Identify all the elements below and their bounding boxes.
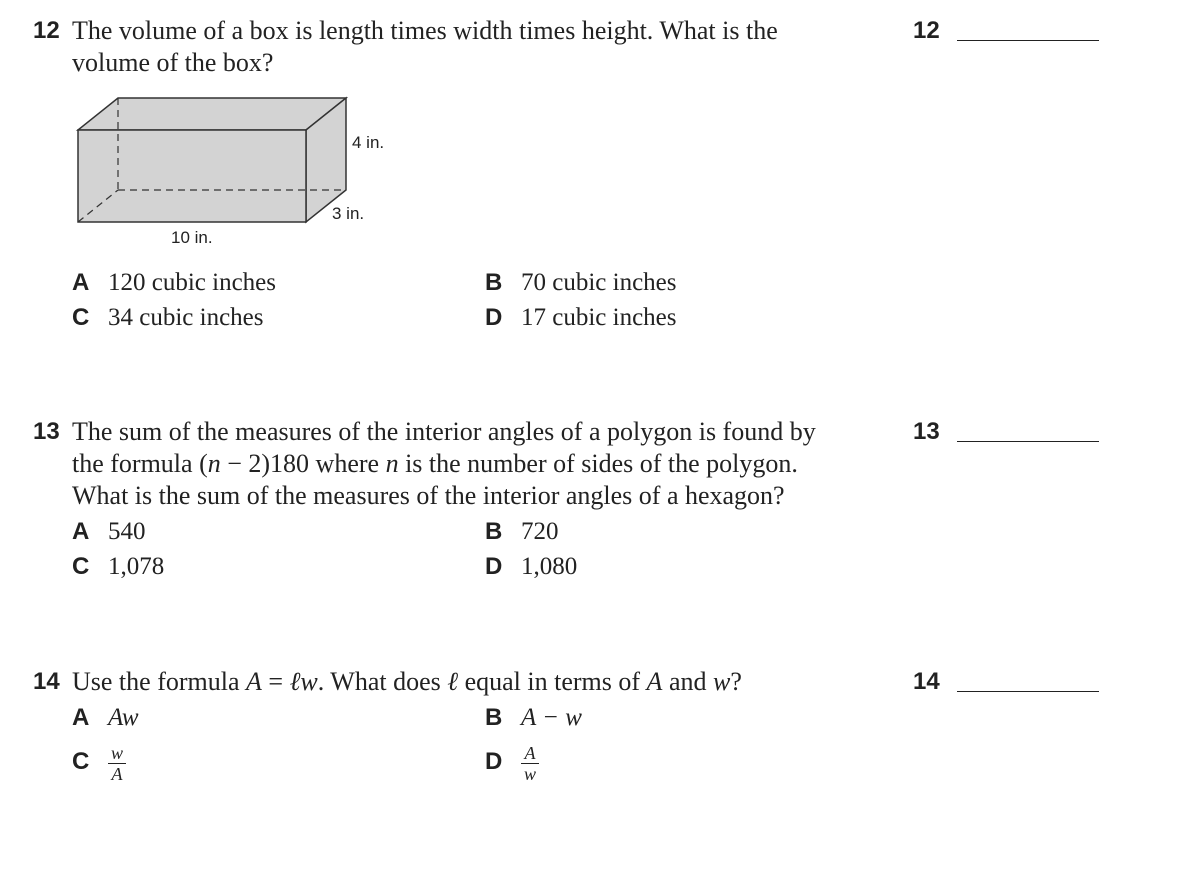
choice-letter: D	[485, 553, 503, 580]
choice-text: 1,080	[521, 553, 578, 580]
choice-text: 540	[108, 518, 146, 545]
choice-c[interactable]	[72, 301, 264, 335]
choice-letter: C	[72, 304, 90, 331]
stem-line: The sum of the measures of the interior angles of a polygon is found by	[72, 417, 816, 446]
choice-text: 120 cubic inches	[108, 269, 277, 296]
choice-letter: C	[72, 553, 90, 580]
choice-d[interactable]	[485, 301, 677, 335]
length-label: 10 in.	[171, 228, 213, 247]
stem-line: The volume of a box is length times width times height. What is the	[72, 16, 778, 45]
choice-text: 1,078	[108, 553, 165, 580]
choice-text: Aw	[108, 704, 139, 731]
stem-line: Use the formula A = ℓw. What does ℓ equal in terms of A and w?	[72, 667, 742, 696]
question-number: 14	[33, 668, 60, 695]
choice-text: 34 cubic inches	[108, 304, 264, 331]
stem-line: volume of the box?	[72, 48, 274, 77]
fraction-numerator: w	[108, 743, 126, 764]
choice-letter: B	[485, 269, 503, 296]
choice-d[interactable]	[485, 743, 539, 784]
height-label: 4 in.	[352, 133, 385, 152]
fraction-denominator: w	[524, 764, 537, 784]
choice-text: A − w	[521, 704, 582, 731]
choice-letter: A	[72, 269, 90, 296]
answer-number: 13	[913, 418, 940, 445]
choice-letter: A	[72, 704, 90, 731]
question-stem	[72, 416, 872, 512]
choice-c[interactable]	[72, 743, 126, 784]
answer-blank[interactable]	[957, 40, 1099, 41]
stem-line: the formula (n − 2)180 where n is the number of sides of the polygon.	[72, 449, 798, 478]
fraction-denominator: A	[111, 764, 123, 784]
choice-fraction	[521, 743, 539, 784]
choice-fraction	[108, 743, 126, 784]
choice-letter: C	[72, 748, 90, 776]
choice-text: 720	[521, 518, 559, 545]
choice-c[interactable]	[72, 550, 164, 584]
box-front-face	[78, 130, 306, 222]
choice-a[interactable]	[72, 266, 276, 300]
choice-b[interactable]	[485, 266, 677, 300]
question-stem	[72, 15, 872, 79]
question-number: 12	[33, 17, 60, 44]
question-stem	[72, 666, 872, 698]
choice-letter: D	[485, 304, 503, 331]
choice-a[interactable]	[72, 515, 146, 549]
answer-number: 14	[913, 668, 940, 695]
answer-blank[interactable]	[957, 441, 1099, 442]
box-figure	[70, 92, 400, 257]
choice-b[interactable]	[485, 515, 559, 549]
choice-text: 17 cubic inches	[521, 304, 677, 331]
choice-letter: B	[485, 704, 503, 731]
answer-number: 12	[913, 17, 940, 44]
fraction-numerator: A	[521, 743, 539, 764]
question-number: 13	[33, 418, 60, 445]
choice-b[interactable]	[485, 701, 582, 735]
width-label: 3 in.	[332, 204, 365, 223]
choice-text: 70 cubic inches	[521, 269, 677, 296]
choice-a[interactable]	[72, 701, 139, 735]
answer-blank[interactable]	[957, 691, 1099, 692]
choice-d[interactable]	[485, 550, 577, 584]
choice-letter: B	[485, 518, 503, 545]
choice-letter: D	[485, 748, 503, 776]
stem-line: What is the sum of the measures of the interior angles of a hexagon?	[72, 481, 785, 510]
choice-letter: A	[72, 518, 90, 545]
